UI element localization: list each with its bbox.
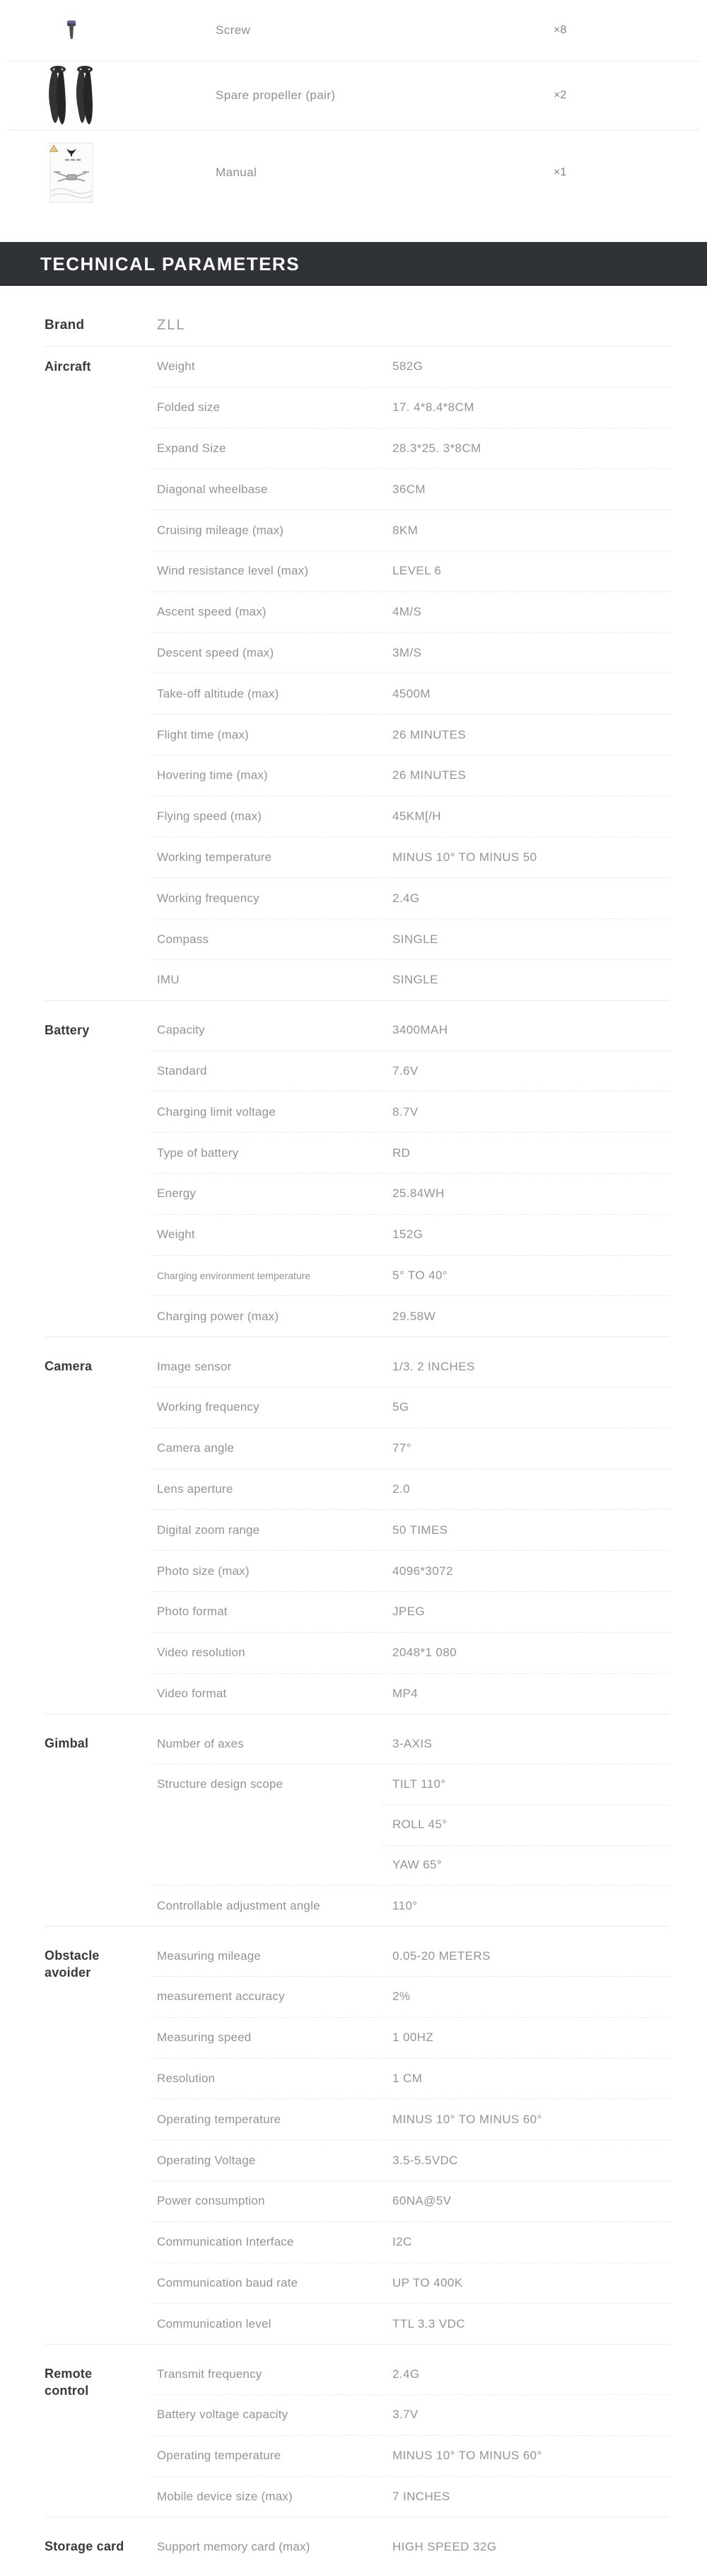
spec-value: 0.05-20 METERS	[392, 1948, 491, 1963]
spec-row	[152, 1256, 670, 1297]
spec-subrow	[152, 2059, 670, 2099]
spec-value: 4096*3072	[392, 1564, 453, 1578]
spec-subrow	[152, 592, 670, 633]
spec-row	[152, 1764, 670, 1885]
item-quantity: ×8	[554, 24, 567, 36]
spec-subrow	[152, 1387, 670, 1428]
spec-subrow	[152, 633, 670, 674]
spec-subrow	[152, 1885, 670, 1926]
spec-value: MINUS 10° TO MINUS 60°	[392, 2449, 542, 2463]
spec-subrow	[152, 1010, 670, 1051]
spec-value: 3.5-5.5VDC	[392, 2153, 458, 2167]
spec-row	[152, 2018, 670, 2059]
spec-subrow	[152, 510, 670, 550]
item-name: Spare propeller (pair)	[216, 88, 336, 102]
spec-value: 1 00HZ	[392, 2031, 434, 2045]
spec-key: Photo format	[157, 1605, 228, 1619]
spec-key: Structure design scope	[157, 1777, 284, 1791]
list-item	[0, 62, 707, 129]
spec-key: Working frequency	[157, 891, 259, 905]
spec-value: TTL 3.3 VDC	[392, 2316, 465, 2330]
spec-value: 29.58W	[392, 1309, 436, 1323]
spec-key: Measuring speed	[157, 2031, 252, 2045]
spec-row	[152, 797, 670, 838]
spec-subrow	[152, 1428, 670, 1469]
spec-row	[152, 1885, 670, 1926]
spec-key: Image sensor	[157, 1359, 232, 1373]
spec-value: YAW 65°	[392, 1858, 443, 1872]
brand-value: ZLL	[157, 317, 186, 333]
spec-value: I2C	[392, 2235, 412, 2249]
spec-row	[152, 756, 670, 797]
spec-subrow	[152, 2018, 670, 2058]
spec-value: ROLL 45°	[392, 1818, 448, 1832]
spec-row	[152, 2140, 670, 2181]
spec-row	[152, 1633, 670, 1674]
spec-key: Flight time (max)	[157, 727, 249, 741]
list-item	[0, 0, 707, 61]
spec-key: Communication baud rate	[157, 2276, 298, 2290]
spec-subrow	[152, 2477, 670, 2517]
spec-value: MP4	[392, 1686, 419, 1700]
spec-value: 1/3. 2 INCHES	[392, 1359, 475, 1373]
spec-value: UP TO 400K	[392, 2276, 463, 2290]
spec-subrow	[152, 2181, 670, 2222]
spec-key: measurement accuracy	[157, 1989, 285, 2004]
spec-value: 4M/S	[392, 605, 422, 619]
spec-row	[152, 1215, 670, 1256]
spec-key: Cruising mileage (max)	[157, 523, 284, 537]
spec-table	[0, 347, 707, 2567]
spec-key: Charging power (max)	[157, 1309, 279, 1323]
spec-subrow	[152, 2526, 670, 2567]
section-label	[45, 1936, 151, 1981]
spec-subrow	[152, 429, 670, 469]
spec-value: 2048*1 080	[392, 1646, 457, 1660]
spec-subrow	[152, 469, 670, 509]
spec-row	[152, 1469, 670, 1511]
spec-value: 2.4G	[392, 891, 420, 905]
section-label-line: Battery	[45, 1022, 90, 1037]
spec-key: Controllable adjustment angle	[157, 1898, 320, 1912]
spec-row	[152, 2222, 670, 2263]
section-rows	[152, 2354, 670, 2517]
spec-key: Working frequency	[157, 1400, 259, 1414]
spec-row	[152, 551, 670, 592]
spec-row	[152, 1551, 670, 1592]
spec-key: Weight	[157, 359, 195, 374]
spec-subrow	[152, 1592, 670, 1632]
manual-icon	[44, 130, 99, 215]
spec-value: JPEG	[392, 1605, 426, 1619]
spec-subrow	[152, 674, 670, 714]
spec-key: Take-off altitude (max)	[157, 686, 279, 700]
section-rows	[152, 1346, 670, 1714]
spec-value: 45KM[/H	[392, 809, 441, 824]
spec-row	[152, 1936, 670, 1977]
spec-value: 582G	[392, 359, 423, 374]
spec-subrow	[152, 2222, 670, 2263]
spec-row	[152, 1428, 670, 1469]
list-item	[0, 130, 707, 215]
spec-subrow	[152, 2140, 670, 2181]
section-label	[45, 1723, 151, 1752]
spec-key: Charging limit voltage	[157, 1104, 276, 1119]
section-label	[45, 1346, 151, 1375]
spec-key: Compass	[157, 932, 209, 946]
section-rows	[152, 1010, 670, 1336]
spec-key: Working temperature	[157, 850, 272, 864]
spec-value: 3M/S	[392, 645, 422, 659]
spec-row	[152, 1977, 670, 2018]
spec-section-gimbal	[45, 1723, 670, 1927]
item-quantity: ×2	[554, 89, 567, 101]
spec-key: Operating Voltage	[157, 2153, 256, 2167]
spec-row	[152, 838, 670, 879]
spec-key: Flying speed (max)	[157, 809, 262, 824]
spec-value: TILT 110°	[392, 1777, 446, 1791]
spec-key: Number of axes	[157, 1736, 244, 1750]
spec-subrow	[152, 2436, 670, 2476]
spec-value: 110°	[392, 1898, 418, 1912]
spec-subrow	[152, 1469, 670, 1510]
spec-value: 5° TO 40°	[392, 1268, 448, 1282]
spec-value: 4500M	[392, 686, 431, 700]
spec-row	[152, 1510, 670, 1551]
spec-row	[152, 960, 670, 1000]
section-label-line: Gimbal	[45, 1736, 89, 1751]
spec-key: Folded size	[157, 400, 221, 415]
spec-row	[152, 1296, 670, 1336]
section-label	[45, 347, 151, 375]
spec-subrow	[152, 1674, 670, 1714]
spec-value: 17. 4*8.4*8CM	[392, 400, 474, 415]
spec-value: 3-AXIS	[392, 1736, 433, 1750]
brand-row	[45, 304, 670, 347]
spec-subrow	[152, 1174, 670, 1214]
spec-key: Standard	[157, 1063, 207, 1078]
item-quantity: ×1	[554, 166, 567, 178]
spec-key: Support memory card (max)	[157, 2539, 310, 2553]
spec-row	[152, 2304, 670, 2344]
spec-subrow	[152, 797, 670, 837]
spec-row	[152, 2395, 670, 2436]
spec-key: Weight	[157, 1228, 195, 1242]
spec-row	[152, 1387, 670, 1428]
spec-section-aircraft	[45, 347, 670, 1001]
section-label-line: Aircraft	[45, 359, 91, 374]
spec-row	[152, 2526, 670, 2567]
spec-row	[152, 429, 670, 470]
spec-key: Video format	[157, 1686, 227, 1700]
spec-value: 26 MINUTES	[392, 727, 467, 741]
spec-key: Power consumption	[157, 2194, 265, 2208]
spec-subrow	[152, 1551, 670, 1591]
spec-value: 36CM	[392, 482, 426, 496]
spec-row	[152, 1723, 670, 1764]
section-label	[45, 1010, 151, 1039]
spec-value: HIGH SPEED 32G	[392, 2539, 497, 2553]
section-rows	[152, 1723, 670, 1926]
spec-key: Wind resistance level (max)	[157, 564, 309, 578]
spec-row	[152, 347, 670, 388]
spec-row	[152, 674, 670, 715]
spec-value: LEVEL 6	[392, 564, 442, 578]
section-rows	[152, 2526, 670, 2567]
item-name: Screw	[216, 23, 251, 37]
spec-subrow	[152, 1633, 670, 1673]
section-label-line: avoider	[45, 1965, 91, 1980]
spec-row	[152, 919, 670, 960]
spec-subrow	[152, 838, 670, 878]
spec-key: Operating temperature	[157, 2449, 281, 2463]
spec-key: Video resolution	[157, 1646, 245, 1660]
spec-row	[152, 1051, 670, 1092]
spec-subrow	[152, 715, 670, 755]
spec-key: Descent speed (max)	[157, 645, 274, 659]
spec-value: 3.7V	[392, 2408, 419, 2422]
section-rows	[152, 347, 670, 1000]
spec-key: IMU	[157, 973, 180, 987]
spec-subrow	[152, 2099, 670, 2139]
spec-subrow	[152, 1764, 670, 1805]
spec-subrow	[152, 2354, 670, 2394]
spec-row	[152, 878, 670, 919]
propeller-icon	[44, 62, 99, 129]
spec-key: Camera angle	[157, 1441, 235, 1455]
spec-key: Energy	[157, 1186, 197, 1201]
spec-row	[152, 2477, 670, 2517]
spec-row	[152, 388, 670, 429]
spec-key: Communication level	[157, 2316, 271, 2330]
spec-value: SINGLE	[392, 973, 438, 987]
section-label	[45, 2526, 151, 2555]
spec-key: Transmit frequency	[157, 2367, 262, 2381]
spec-key: Lens aperture	[157, 1482, 233, 1496]
spec-key: Ascent speed (max)	[157, 605, 267, 619]
spec-key: Measuring mileage	[157, 1948, 262, 1963]
spec-row	[152, 2099, 670, 2140]
section-label-line: Remote	[45, 2367, 93, 2381]
section-label-line: Storage card	[45, 2539, 124, 2554]
spec-subrow	[152, 1296, 670, 1336]
spec-subrow	[152, 1346, 670, 1387]
spec-value: RD	[392, 1145, 411, 1160]
spec-row	[152, 1174, 670, 1215]
spec-key: Communication Interface	[157, 2235, 294, 2249]
spec-key: Operating temperature	[157, 2112, 281, 2126]
spec-key: Mobile device size (max)	[157, 2490, 293, 2504]
spec-section-battery	[45, 1010, 670, 1337]
spec-subrow	[152, 347, 670, 387]
spec-row	[152, 469, 670, 510]
spec-key: Hovering time (max)	[157, 768, 268, 782]
spec-value: 8.7V	[392, 1104, 419, 1119]
spec-subrow	[152, 1256, 670, 1296]
spec-key: Battery voltage capacity	[157, 2408, 288, 2422]
spec-row	[152, 592, 670, 633]
spec-subrow	[152, 1215, 670, 1255]
spec-subrow	[152, 2304, 670, 2344]
item-name: Manual	[216, 166, 257, 179]
spec-value: 5G	[392, 1400, 409, 1414]
spec-subrow	[152, 756, 670, 796]
spec-value: 25.84WH	[392, 1186, 445, 1201]
brand-label: Brand	[45, 317, 85, 333]
spec-row	[152, 1592, 670, 1633]
spec-value: MINUS 10° TO MINUS 60°	[392, 2112, 542, 2126]
spec-value: 1 CM	[392, 2072, 423, 2086]
spec-subrow	[152, 2263, 670, 2304]
spec-row	[152, 1092, 670, 1133]
spec-subrow	[152, 960, 670, 1000]
spec-subrow	[152, 919, 670, 959]
spec-value: MINUS 10° TO MINUS 50	[392, 850, 537, 864]
spec-value: 152G	[392, 1228, 423, 1242]
spec-section-camera	[45, 1346, 670, 1714]
spec-value: 2.0	[392, 1482, 410, 1496]
spec-key: Diagonal wheelbase	[157, 482, 268, 496]
spec-row	[152, 2181, 670, 2222]
spec-value: 2%	[392, 1989, 411, 2004]
spec-row	[152, 510, 670, 551]
spec-key: Type of battery	[157, 1145, 239, 1160]
spec-subrow	[152, 551, 670, 591]
spec-section-storage-card	[45, 2526, 670, 2567]
spec-key: Photo size (max)	[157, 1564, 250, 1578]
spec-value: 3400MAH	[392, 1023, 448, 1037]
technical-parameters-banner: TECHNICAL PARAMETERS	[0, 242, 707, 286]
spec-row	[152, 1010, 670, 1051]
spec-subrow	[152, 1805, 670, 1845]
spec-value: 8KM	[392, 523, 419, 537]
spec-value: 77°	[392, 1441, 411, 1455]
spec-subrow	[152, 1936, 670, 1976]
screw-icon	[44, 0, 99, 61]
spec-value: 50 TIMES	[392, 1523, 448, 1537]
spec-row	[152, 715, 670, 756]
spec-subrow	[152, 1723, 670, 1764]
spec-row	[152, 2436, 670, 2477]
spec-row	[152, 633, 670, 674]
spec-value: 7.6V	[392, 1063, 419, 1078]
spec-key: Capacity	[157, 1023, 205, 1037]
spec-value: 2.4G	[392, 2367, 420, 2381]
spec-row	[152, 2059, 670, 2100]
section-label-line: Obstacle	[45, 1948, 100, 1963]
spec-key: Expand Size	[157, 441, 226, 455]
section-label-line: control	[45, 2384, 89, 2398]
spec-row	[152, 1674, 670, 1714]
spec-key: Digital zoom range	[157, 1523, 260, 1537]
spec-subrow	[152, 1510, 670, 1550]
spec-subrow	[152, 1845, 670, 1885]
included-items-list	[0, 0, 707, 215]
spec-section-obstacle-avoider	[45, 1936, 670, 2345]
spec-row	[152, 2354, 670, 2395]
section-rows	[152, 1936, 670, 2344]
spec-subrow	[152, 1092, 670, 1132]
spec-subrow	[152, 878, 670, 918]
spec-row	[152, 1133, 670, 1174]
spec-value: SINGLE	[392, 932, 438, 946]
spec-subrow	[152, 1051, 670, 1092]
spec-subrow	[152, 1133, 670, 1173]
spec-subrow	[152, 388, 670, 428]
spec-value: 7 INCHES	[392, 2490, 450, 2504]
spec-value: 28.3*25. 3*8CM	[392, 441, 481, 455]
section-label	[45, 2354, 151, 2399]
spec-section-remote-control	[45, 2354, 670, 2517]
section-label-line: Camera	[45, 1359, 93, 1374]
spec-key: Resolution	[157, 2072, 216, 2086]
spec-key: Charging environment temperature	[157, 1269, 311, 1281]
spec-value: 60NA@5V	[392, 2194, 452, 2208]
spec-value: 26 MINUTES	[392, 768, 467, 782]
spec-row	[152, 2263, 670, 2304]
spec-subrow	[152, 2395, 670, 2435]
spec-row	[152, 1346, 670, 1387]
spec-subrow	[152, 1977, 670, 2017]
